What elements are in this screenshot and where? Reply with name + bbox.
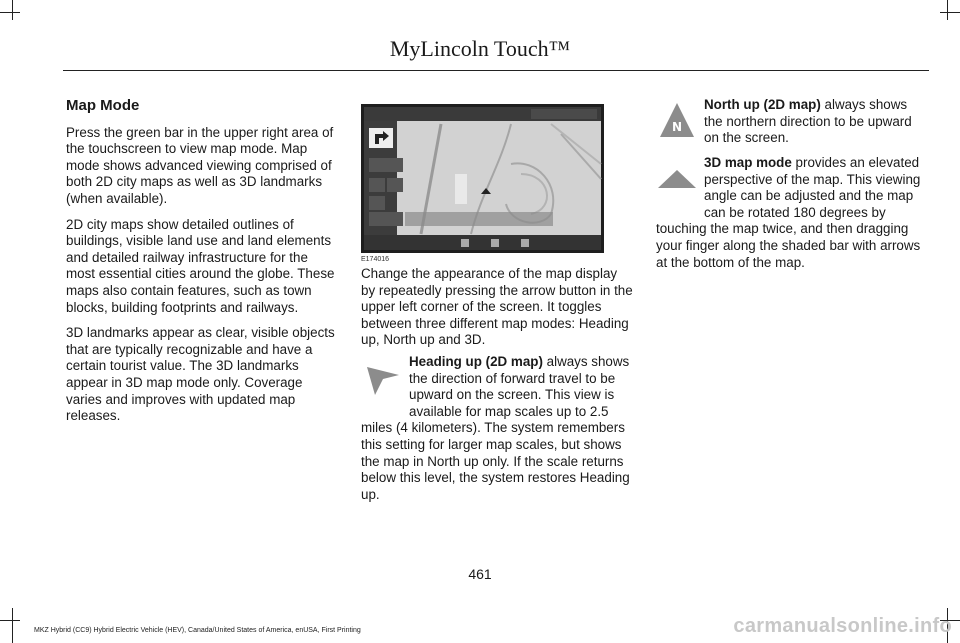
page-number: 461 (468, 566, 492, 582)
crop-mark (947, 0, 948, 20)
north-up-label: North up (2D map) (704, 97, 821, 112)
heading-up-text: always shows the direction of forward travel to be upward on the screen. This view is available for map scales up to 2.5 miles (4 kilometers). The system remembers this setting for larger map scales, but shows the map in North up only. If the scale returns below this level, the system restores Heading up. (361, 354, 630, 502)
north-up-description (656, 97, 928, 147)
crop-mark (0, 620, 20, 621)
paragraph: Change the appearance of the map display by repeatedly pressing the arrow button in the upper left corner of the screen. It toggles between three different map modes: Heading up, North up and 3D. (361, 266, 633, 348)
paragraph: Press the green bar in the upper right area of the touchscreen to view map mode. Map mode shows advanced viewing comprised of both 2D city maps as well as 3D landmarks (when available). (66, 124, 334, 206)
paragraph: 2D city maps show detailed outlines of buildings, visible land use and land elements and detailed railway infrastructure for the most essential cities around the globe. These maps also contain features, such as town blocks, building footprints and railways. (66, 216, 335, 315)
column-1 (66, 98, 338, 434)
map-screenshot (361, 104, 604, 253)
map-3d-text: provides an elevated perspective of the map. This viewing angle can be adjusted and the map can be rotated 180 degrees by touching the map twice, and then dragging your finger along the shaded bar with arrows at the bottom of the map. (656, 155, 921, 270)
map-3d-label: 3D map mode (704, 155, 792, 170)
crop-mark (12, 0, 13, 20)
north-up-text: always shows the northern direction to be upward on the screen. (704, 97, 912, 146)
crop-mark (940, 12, 960, 13)
map-3d-description (656, 155, 928, 271)
heading-up-description (361, 354, 633, 503)
watermark: carmanualsonline.info (733, 615, 952, 637)
heading-up-label: Heading up (2D map) (409, 354, 543, 369)
footer-vehicle-text: MKZ Hybrid (CC9) Hybrid Electric Vehicle (HEV), Canada/United States of America, enUSA, First Printing (34, 627, 361, 634)
section-heading: Map Mode (66, 97, 140, 114)
image-code: E174016 (361, 256, 390, 263)
crop-mark (12, 608, 13, 643)
header-rule (63, 70, 929, 71)
crop-mark (0, 12, 20, 13)
column-2 (361, 266, 633, 358)
paragraph: 3D landmarks appear as clear, visible objects that are typically recognizable and have a certain tourist value. The 3D landmarks appear in 3D map mode only. Coverage varies and improves with updated map releases. (66, 325, 335, 424)
page-title: MyLincoln Touch™ (389, 36, 571, 61)
north-icon-letter: N (671, 120, 683, 134)
